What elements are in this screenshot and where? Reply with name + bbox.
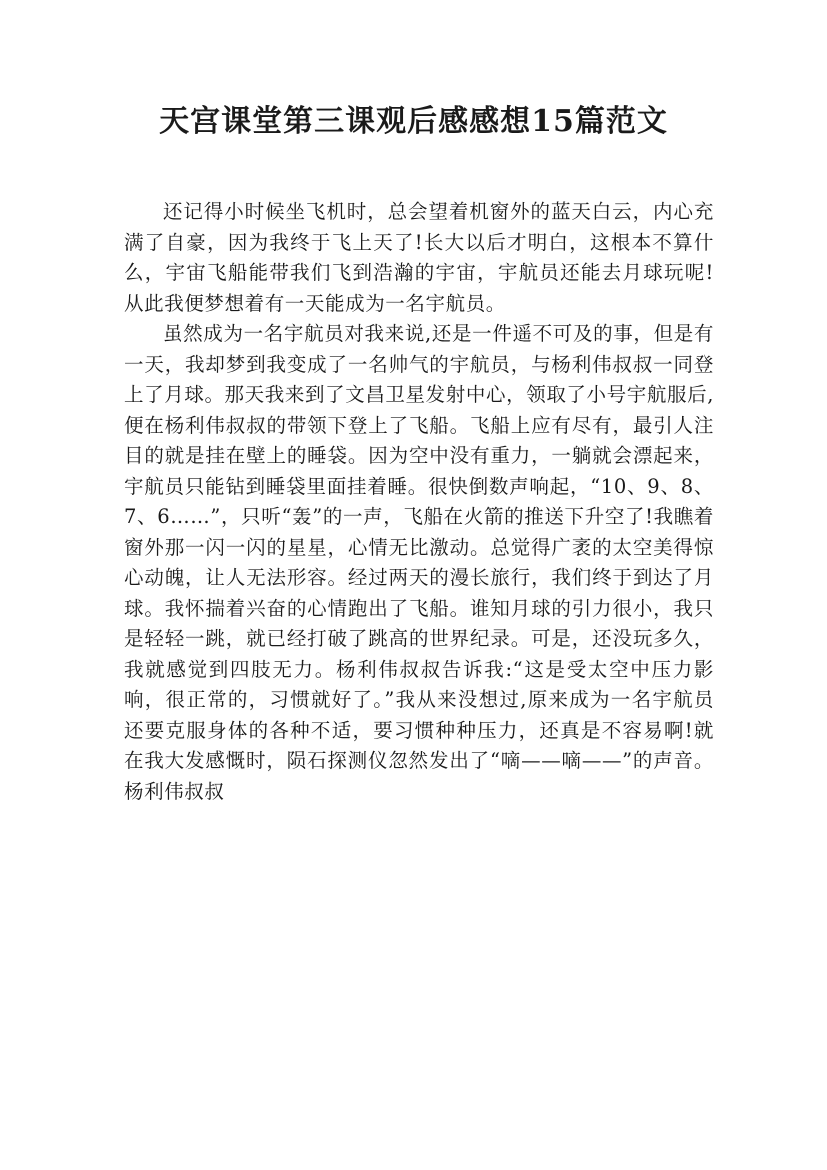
paragraph-1: 还记得小时候坐飞机时，总会望着机窗外的蓝天白云，内心充满了自豪，因为我终于飞上天了!长大以后才明白，这根本不算什么，宇宙飞船能带我们飞到浩瀚的宇宙，宇航员还能去月球玩呢!从此我便梦想着有一天能成为一名宇航员。 [124,200,714,315]
paragraph-2: 虽然成为一名宇航员对我来说,还是一件遥不可及的事，但是有一天，我却梦到我变成了一名帅气的宇航员，与杨利伟叔叔一同登上了月球。那天我来到了文昌卫星发射中心，领取了小号宇航服后,便在杨利伟叔叔的带领下登上了飞船。飞船上应有尽有，最引人注目的就是挂在壁上的睡袋。因为空中没有重力，一躺就会漂起来，宇航员只能钻到睡袋里面挂着睡。很快倒数声响起，“10、9、8、7、6……”，只听“轰”的一声，飞船在火箭的推送下升空了!我瞧着窗外那一闪一闪的星星，心情无比激动。总觉得广袤的太空美得惊心动魄，让人无法形容。经过两天的漫长旅行，我们终于到达了月球。我怀揣着兴奋的心情跑出了飞船。谁知月球的引力很小，我只是轻轻一跳，就已经打破了跳高的世界纪录。可是，还没玩多久，我就感觉到四肢无力。杨利伟叔叔告诉我:“这是受太空中压力影响，很正常的，习惯就好了。”我从来没想过,原来成为一名宇航员还要克服身体的各种不适，要习惯种种压力，还真是不容易啊!就在我大发感慨时，陨石探测仪忽然发出了“嘀——嘀——”的声音。杨利伟叔叔 [124,322,714,803]
document-body [124,197,714,807]
document-title: 天宫课堂第三课观后感感想15篇范文 [159,104,668,139]
